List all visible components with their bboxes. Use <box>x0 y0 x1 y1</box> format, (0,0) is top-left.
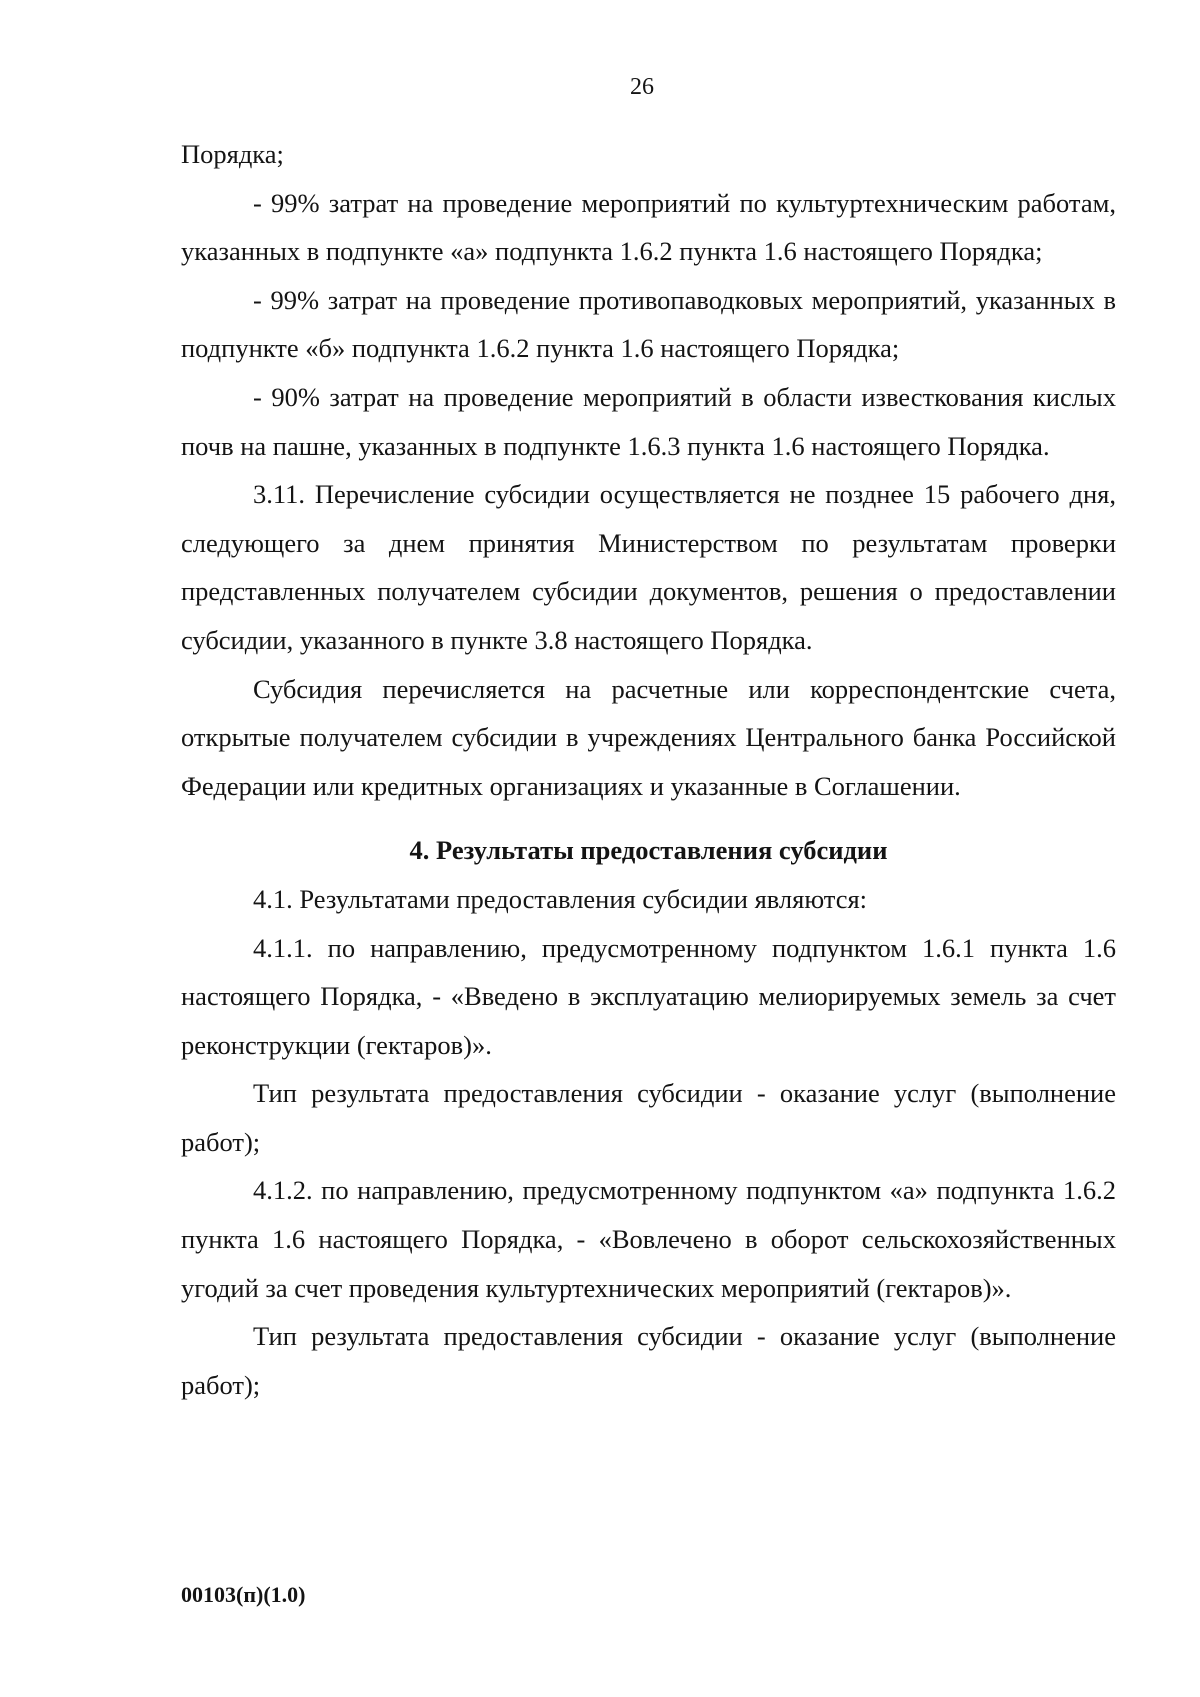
paragraph-result-type-1: Тип результата предоставления субсидии - оказание услуг (выполнение работ); <box>181 1078 1116 1157</box>
paragraph-continuation: Порядка; <box>181 139 284 169</box>
paragraph-3-11: 3.11. Перечисление субсидии осуществляется не позднее 15 рабочего дня, следующего за днем принятия Министерством по результатам проверки представленных получателем субсидии документов, решения о предоставлении субсидии, указанного в пункте 3.8 настоящего Порядка. <box>181 479 1116 655</box>
section-heading: 4. Результаты предоставления субсидии <box>409 835 888 866</box>
page-number: 26 <box>630 74 654 100</box>
paragraph-4-1-1: 4.1.1. по направлению, предусмотренному подпунктом 1.6.1 пункта 1.6 настоящего Порядка, - «Введено в эксплуатацию мелиорируемых земель за счет реконструкции (гектаров)». <box>181 932 1116 1060</box>
paragraph-cultural-technical-costs: - 99% затрат на проведение мероприятий по культуртехническим работам, указанных в подпункте «а» подпункта 1.6.2 пункта 1.6 настоящего Порядка; <box>181 187 1116 267</box>
document-code: 00103(п)(1.0) <box>181 1582 306 1607</box>
paragraph-4-1-2: 4.1.2. по направлению, предусмотренному подпунктом «а» подпункта 1.6.2 пункта 1.6 настоящего Порядка, - «Вовлечено в оборот сельскохозяйственных угодий за счет проведения культуртехнических мероприятий (гектаров)». <box>181 1175 1116 1303</box>
paragraph-subsidy-transfer: Субсидия перечисляется на расчетные или корреспондентские счета, открытые получателем субсидии в учреждениях Центрального банка Российской Федерации или кредитных организациях и указанные в Соглашении. <box>181 673 1116 801</box>
document-body <box>181 130 1116 1409</box>
paragraph-liming-costs: - 90% затрат на проведение мероприятий в области известкования кислых почв на пашне, указанных в подпункте 1.6.3 пункта 1.6 настоящего Порядка. <box>181 381 1116 461</box>
paragraph-result-type-2: Тип результата предоставления субсидии - оказание услуг (выполнение работ); <box>181 1321 1116 1400</box>
paragraph-flood-control-costs: - 99% затрат на проведение противопаводковых мероприятий, указанных в подпункте «б» подпункта 1.6.2 пункта 1.6 настоящего Порядка; <box>181 284 1116 364</box>
paragraph-4-1: 4.1. Результатами предоставления субсидии являются: <box>253 883 868 914</box>
